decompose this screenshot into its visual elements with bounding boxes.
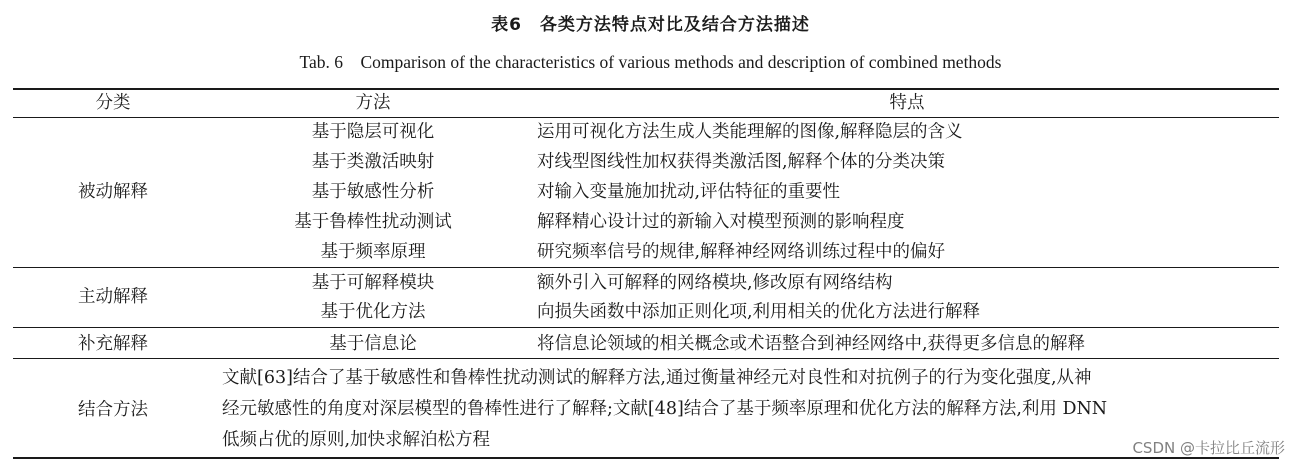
header-rule [13, 117, 1279, 118]
combined-line: 低频占优的原则,加快求解泊松方程 [222, 430, 491, 450]
method-cell: 基于频率原理 [320, 242, 426, 262]
category-active: 主动解释 [78, 287, 148, 307]
combined-line: 经元敏感性的角度对深层模型的鲁棒性进行了解释;文献[48]结合了基于频率原理和优化方法的解释方法,利用 DNN [222, 399, 1108, 419]
combined-line: 文献[63]结合了基于敏感性和鲁棒性扰动测试的解释方法,通过衡量神经元对良性和对抗例子的行为变化强度,从神 [222, 368, 1092, 388]
method-cell: 基于优化方法 [320, 302, 426, 322]
method-cell: 基于隐层可视化 [311, 122, 435, 142]
feature-cell: 额外引入可解释的网络模块,修改原有网络结构 [537, 273, 893, 293]
feature-cell: 运用可视化方法生成人类能理解的图像,解释隐层的含义 [537, 122, 963, 142]
method-cell: 基于鲁棒性扰动测试 [294, 212, 452, 232]
feature-cell: 解释精心设计过的新输入对模型预测的影响程度 [537, 212, 905, 232]
feature-cell: 将信息论领域的相关概念或术语整合到神经网络中,获得更多信息的解释 [537, 334, 1086, 354]
caption-cn: 表6 各类方法特点对比及结合方法描述 [491, 15, 810, 35]
feature-cell: 对输入变量施加扰动,评估特征的重要性 [537, 182, 841, 202]
watermark: CSDN @卡拉比丘流形 [1132, 439, 1285, 457]
method-cell: 基于可解释模块 [311, 273, 435, 293]
feature-cell: 向损失函数中添加正则化项,利用相关的优化方法进行解释 [537, 302, 981, 322]
feature-cell: 研究频率信号的规律,解释神经网络训练过程中的偏好 [537, 242, 946, 262]
group-rule [13, 267, 1279, 268]
category-supplement: 补充解释 [78, 334, 148, 354]
group-rule [13, 358, 1279, 359]
group-rule [13, 327, 1279, 328]
header-feature: 特点 [889, 93, 925, 113]
feature-cell: 对线型图线性加权获得类激活图,解释个体的分类决策 [537, 152, 946, 172]
category-combined: 结合方法 [78, 400, 148, 420]
header-method: 方法 [355, 93, 391, 113]
bottom-rule [13, 457, 1279, 459]
caption-en: Tab. 6 Comparison of the characteristics of various methods and description of combined methods [299, 52, 1002, 72]
header-category: 分类 [95, 93, 131, 113]
method-cell: 基于敏感性分析 [311, 182, 435, 202]
top-rule [13, 88, 1279, 90]
method-cell: 基于类激活映射 [311, 152, 435, 172]
category-passive: 被动解释 [78, 182, 148, 202]
method-cell: 基于信息论 [329, 334, 417, 354]
